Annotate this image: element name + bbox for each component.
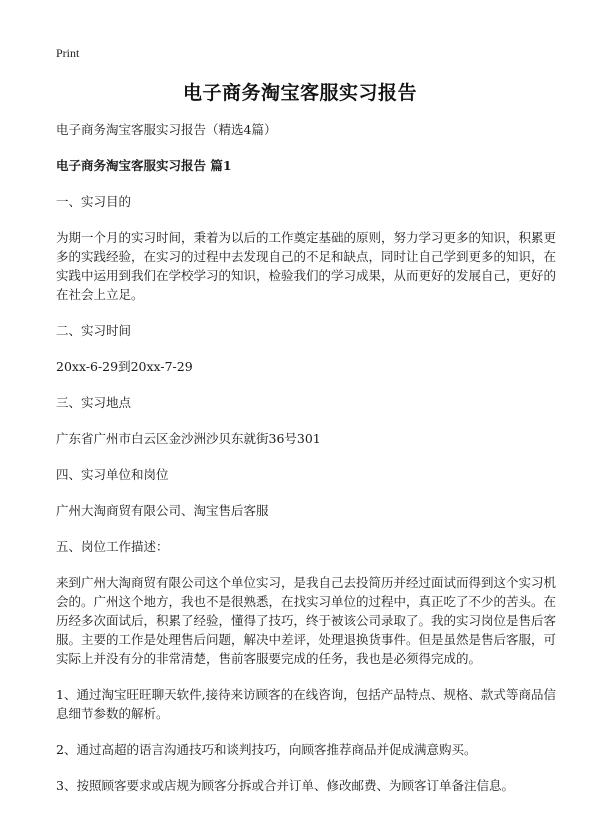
heading-time: 二、实习时间 — [56, 323, 132, 338]
list-item-1: 1、通过淘宝旺旺聊天软件,接待来访顾客的在线咨询，包括产品特点、规格、款式等商品信息细节参数的解析。 — [56, 687, 556, 721]
document-title: 电子商务淘宝客服实习报告 — [182, 82, 417, 104]
heading-purpose: 一、实习目的 — [56, 194, 132, 209]
section-heading: 电子商务淘宝客服实习报告 篇1 — [56, 158, 232, 173]
heading-location: 三、实习地点 — [56, 395, 132, 410]
document-body — [56, 120, 556, 812]
paragraph-location: 广东省广州市白云区金沙洲沙贝东就街36号301 — [56, 431, 321, 446]
paragraph-job-description: 来到广州大淘商贸有限公司这个单位实习，是我自己去投简历并经过面试而得到这个实习机会的。广州这个地方，我也不是很熟悉，在找实习单位的过程中，真正吃了不少的苦头。在历经多次面试后，积累了经验，懂得了技巧，终于被该公司录取了。我的实习岗位是售后客服。主要的工作是处理售后问题，解决中差评，处理退换货事件。但是虽然是售后客服，可实际上并没有分的非常清楚，售前客服要完成的任务，我也是必须得完成的。 — [56, 575, 557, 666]
print-label: Print — [56, 46, 80, 60]
paragraph-purpose: 为期一个月的实习时间，秉着为以后的工作奠定基础的原则，努力学习更多的知识，积累更多的实践经验，在实习的过程中去发现自己的不足和缺点，同时让自己学到更多的知识，在实践中运用到我们在学校学习的知识，检验我们的学习成果，从而更好的发展自己，更好的在社会上立足。 — [56, 230, 557, 302]
document-subtitle: 电子商务淘宝客服实习报告（精选4篇） — [56, 122, 277, 137]
heading-job-description: 五、岗位工作描述： — [56, 539, 169, 554]
heading-company: 四、实习单位和岗位 — [56, 467, 169, 482]
list-item-2: 2、通过高超的语言沟通技巧和谈判技巧，向顾客推荐商品并促成满意购买。 — [56, 742, 477, 757]
paragraph-company: 广州大淘商贸有限公司、淘宝售后客服 — [56, 503, 269, 518]
list-item-3: 3、按照顾客要求或店规为顾客分拆或合并订单、修改邮费、为顾客订单备注信息。 — [56, 778, 514, 793]
paragraph-time: 20xx-6-29到20xx-7-29 — [56, 359, 193, 374]
